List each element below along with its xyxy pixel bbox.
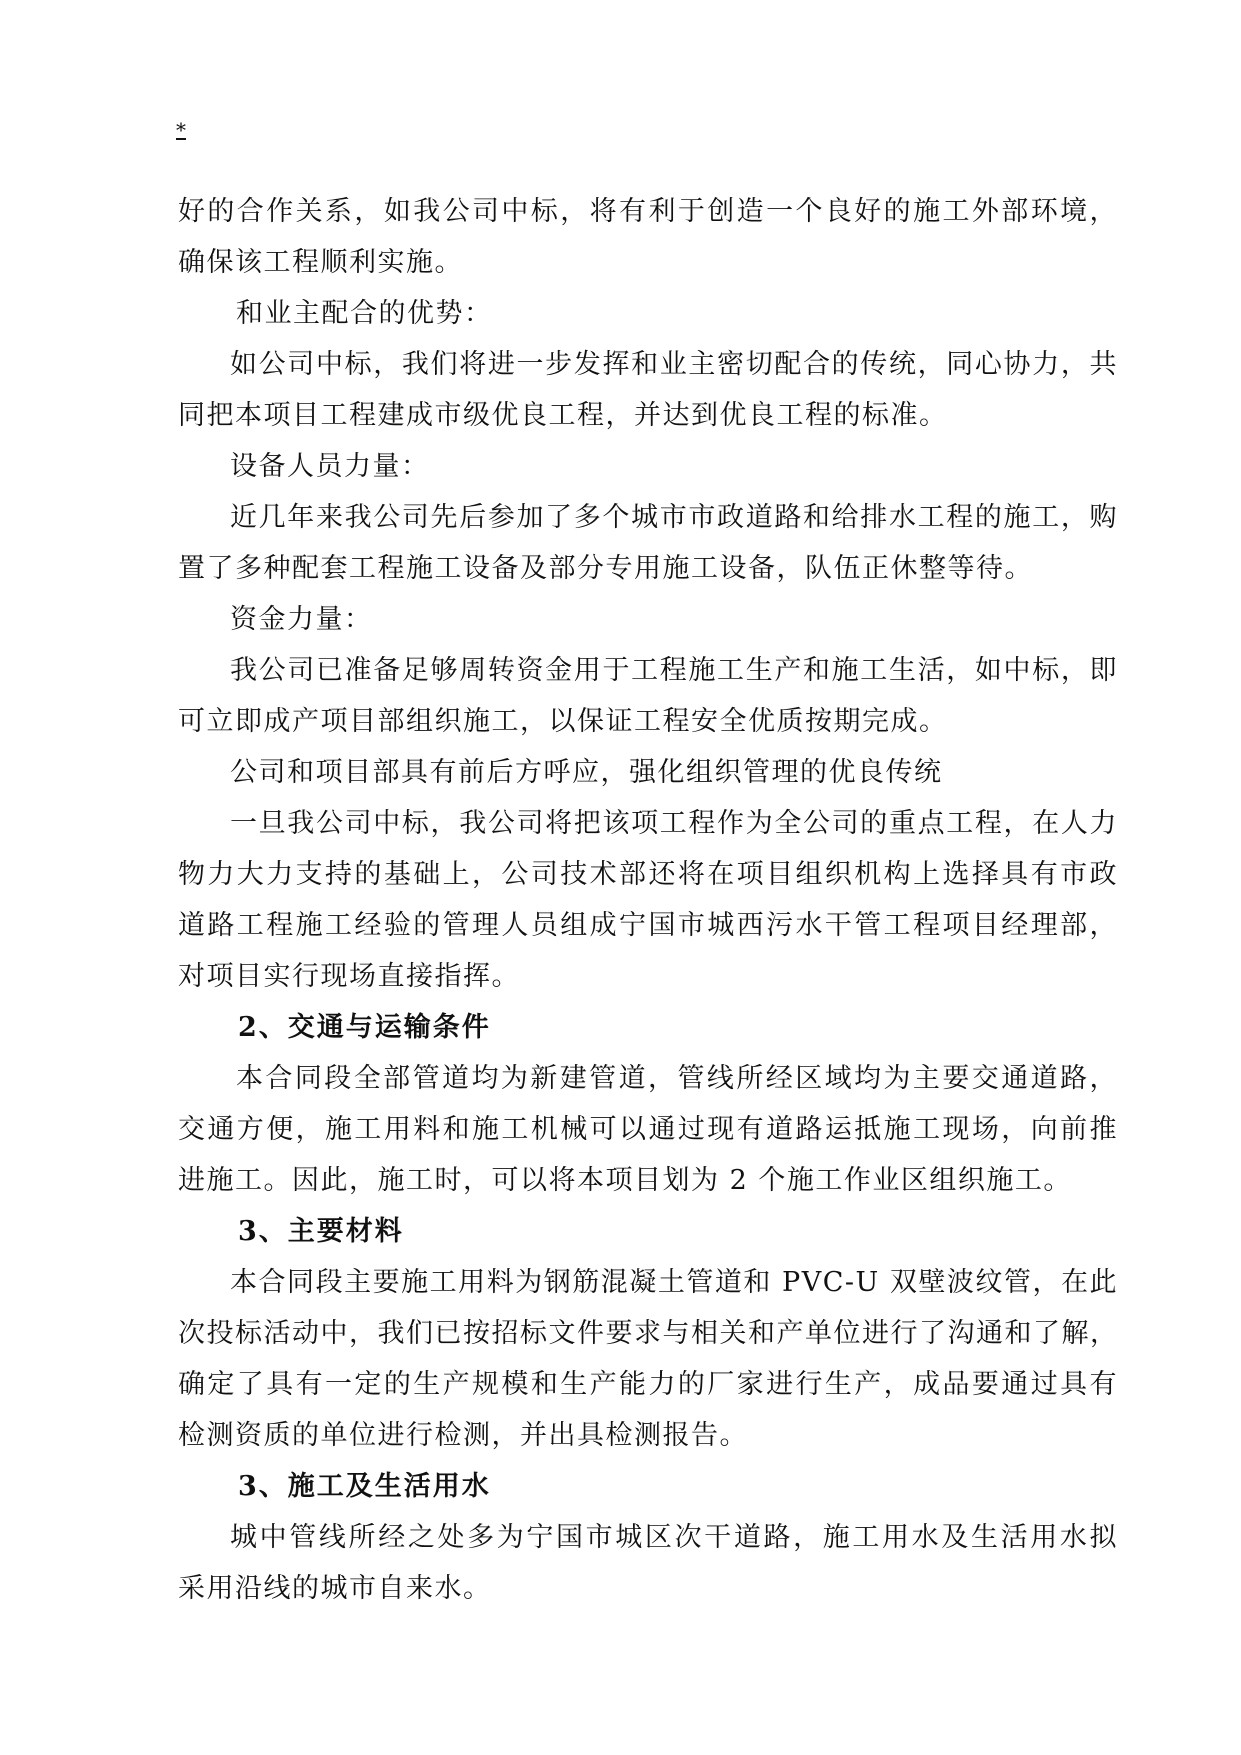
- paragraph-line: 置了多种配套工程施工设备及部分专用施工设备，队伍正休整等待。: [178, 553, 1033, 584]
- subheading-line: 公司和项目部具有前后方呼应，强化组织管理的优良传统: [230, 757, 943, 788]
- paragraph-line: 本合同段主要施工用料为钢筋混凝土管道和 PVC-U 双壁波纹管，在此: [230, 1267, 1118, 1298]
- paragraph-line: 可立即成产项目部组织施工，以保证工程安全优质按期完成。: [178, 706, 948, 737]
- subheading-line: 和业主配合的优势：: [236, 298, 493, 329]
- paragraph-line: 确保该工程顺利实施。: [178, 247, 463, 278]
- subheading-line: 资金力量：: [230, 604, 373, 635]
- paragraph-line: 我公司已准备足够周转资金用于工程施工生产和施工生活，如中标，即: [230, 655, 1118, 686]
- document-body: [178, 186, 1118, 1614]
- section-heading: 2、交通与运输条件: [238, 1012, 491, 1043]
- paragraph-line: 对项目实行现场直接指挥。: [178, 961, 520, 992]
- paragraph-line: 确定了具有一定的生产规模和生产能力的厂家进行生产，成品要通过具有: [178, 1369, 1118, 1400]
- paragraph-line: 好的合作关系，如我公司中标，将有利于创造一个良好的施工外部环境，: [178, 196, 1118, 227]
- page-marker: *: [176, 118, 186, 142]
- paragraph-line: 同把本项目工程建成市级优良工程，并达到优良工程的标准。: [178, 400, 948, 431]
- paragraph-line: 道路工程施工经验的管理人员组成宁国市城西污水干管工程项目经理部，: [178, 910, 1118, 941]
- section-heading: 3、主要材料: [238, 1216, 404, 1247]
- section-heading: 3、施工及生活用水: [238, 1471, 491, 1502]
- paragraph-line: 城中管线所经之处多为宁国市城区次干道路，施工用水及生活用水拟: [230, 1522, 1118, 1553]
- paragraph-line: 进施工。因此，施工时，可以将本项目划为 2 个施工作业区组织施工。: [178, 1165, 1072, 1196]
- paragraph-line: 次投标活动中，我们已按招标文件要求与相关和产单位进行了沟通和了解，: [178, 1318, 1119, 1349]
- paragraph-line: 本合同段全部管道均为新建管道，管线所经区域均为主要交通道路，: [236, 1063, 1118, 1094]
- paragraph-line: 近几年来我公司先后参加了多个城市市政道路和给排水工程的施工，购: [230, 502, 1118, 533]
- paragraph-line: 如公司中标，我们将进一步发挥和业主密切配合的传统，同心协力，共: [230, 349, 1118, 380]
- paragraph-line: 采用沿线的城市自来水。: [178, 1573, 492, 1604]
- paragraph-line: 一旦我公司中标，我公司将把该项工程作为全公司的重点工程，在人力: [230, 808, 1118, 839]
- paragraph-line: 检测资质的单位进行检测，并出具检测报告。: [178, 1420, 748, 1451]
- subheading-line: 设备人员力量：: [230, 451, 430, 482]
- paragraph-line: 物力大力支持的基础上，公司技术部还将在项目组织机构上选择具有市政: [178, 859, 1118, 890]
- paragraph-line: 交通方便，施工用料和施工机械可以通过现有道路运抵施工现场，向前推: [178, 1114, 1118, 1145]
